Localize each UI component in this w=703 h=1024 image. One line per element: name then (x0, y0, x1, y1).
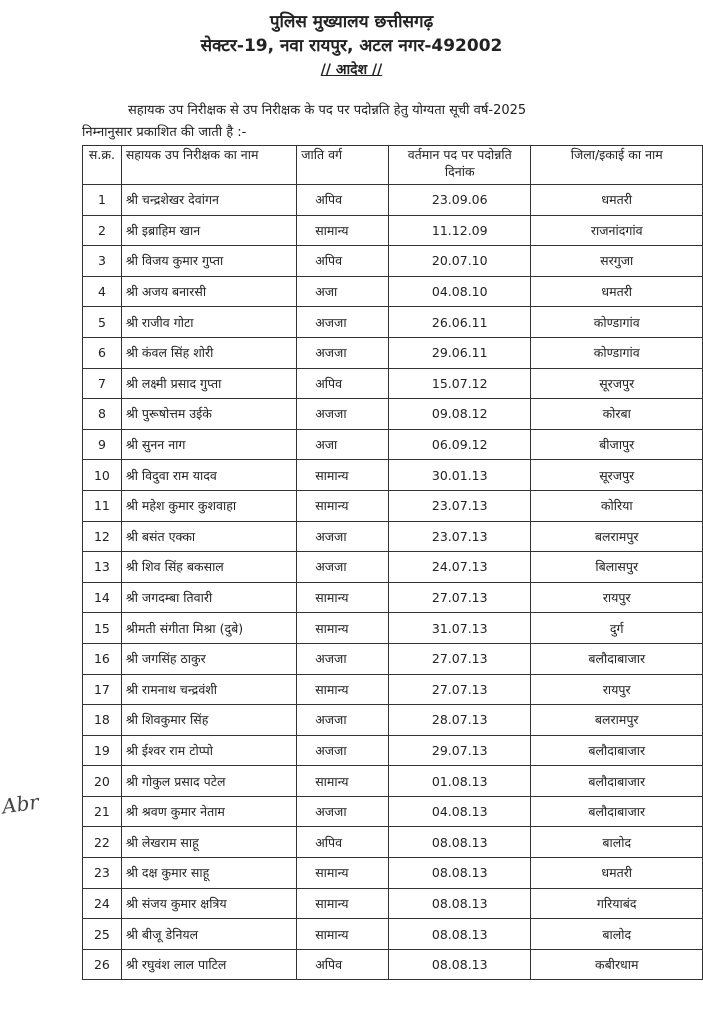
cell-name: श्री बसंत एक्का (121, 521, 296, 552)
cell-name: श्री शिव सिंह बकसाल (121, 552, 296, 583)
cell-category: सामान्य (297, 215, 389, 246)
cell-serial: 2 (83, 215, 122, 246)
cell-promotion-date: 27.07.13 (389, 674, 531, 705)
cell-district: सूरजपुर (531, 460, 703, 491)
cell-district: कोण्डागांव (531, 337, 703, 368)
table-row (83, 399, 703, 430)
cell-promotion-date: 04.08.13 (389, 796, 531, 827)
cell-district: बीजापुर (531, 429, 703, 460)
cell-serial: 13 (83, 552, 122, 583)
cell-promotion-date: 27.07.13 (389, 643, 531, 674)
cell-category: सामान्य (297, 674, 389, 705)
cell-district: रायपुर (531, 674, 703, 705)
cell-serial: 8 (83, 399, 122, 430)
table-row (83, 307, 703, 338)
cell-name: श्री राजीव गोटा (121, 307, 296, 338)
cell-name: श्री रघुवंश लाल पाटिल (121, 949, 296, 980)
cell-name: श्री लक्ष्मी प्रसाद गुप्ता (121, 368, 296, 399)
header-promotion-date: वर्तमान पद पर पदोन्नति दिनांक (389, 146, 531, 185)
intro-line-1: सहायक उप निरीक्षक से उप निरीक्षक के पद पर पदोन्नति हेतु योग्यता सूची वर्ष-2025 (128, 103, 527, 118)
cell-name: श्री गोकुल प्रसाद पटेल (121, 766, 296, 797)
cell-category: अजजा (297, 796, 389, 827)
intro-line-2: निम्नानुसार प्रकाशित की जाती है :- (82, 125, 247, 140)
cell-name: श्री लेखराम साहू (121, 827, 296, 858)
cell-category: अपिव (297, 368, 389, 399)
cell-serial: 11 (83, 490, 122, 521)
cell-serial: 1 (83, 185, 122, 216)
cell-serial: 26 (83, 949, 122, 980)
cell-category: अजजा (297, 735, 389, 766)
merit-list-table (82, 145, 703, 980)
cell-promotion-date: 23.09.06 (389, 185, 531, 216)
margin-signature: Abr (0, 789, 41, 819)
table-row (83, 705, 703, 736)
cell-serial: 6 (83, 337, 122, 368)
cell-category: सामान्य (297, 919, 389, 950)
cell-district: बलौदाबाजार (531, 796, 703, 827)
cell-category: अजजा (297, 552, 389, 583)
cell-district: बलौदाबाजार (531, 643, 703, 674)
cell-name: श्री श्रवण कुमार नेताम (121, 796, 296, 827)
cell-district: राजनांदगांव (531, 215, 703, 246)
table-row (83, 613, 703, 644)
cell-district: गरियाबंद (531, 888, 703, 919)
cell-name: श्री अजय बनारसी (121, 276, 296, 307)
cell-district: दुर्ग (531, 613, 703, 644)
cell-category: सामान्य (297, 582, 389, 613)
table-row (83, 185, 703, 216)
cell-district: बालोद (531, 919, 703, 950)
cell-name: श्री कंवल सिंह शोरी (121, 337, 296, 368)
cell-serial: 7 (83, 368, 122, 399)
cell-promotion-date: 08.08.13 (389, 888, 531, 919)
header-serial: स.क्र. (83, 146, 122, 185)
cell-category: सामान्य (297, 460, 389, 491)
cell-category: अजजा (297, 705, 389, 736)
cell-category: अपिव (297, 827, 389, 858)
table-row (83, 246, 703, 277)
cell-category: सामान्य (297, 888, 389, 919)
cell-serial: 24 (83, 888, 122, 919)
table-row (83, 766, 703, 797)
cell-district: कबीरधाम (531, 949, 703, 980)
cell-serial: 5 (83, 307, 122, 338)
cell-serial: 20 (83, 766, 122, 797)
cell-promotion-date: 08.08.13 (389, 858, 531, 889)
table-row (83, 858, 703, 889)
cell-district: धमतरी (531, 185, 703, 216)
cell-serial: 15 (83, 613, 122, 644)
cell-serial: 9 (83, 429, 122, 460)
cell-name: श्री दक्ष कुमार साहू (121, 858, 296, 889)
cell-serial: 22 (83, 827, 122, 858)
cell-promotion-date: 29.06.11 (389, 337, 531, 368)
cell-promotion-date: 31.07.13 (389, 613, 531, 644)
table-row (83, 949, 703, 980)
cell-promotion-date: 11.12.09 (389, 215, 531, 246)
cell-category: अजजा (297, 521, 389, 552)
cell-promotion-date: 04.08.10 (389, 276, 531, 307)
cell-category: अजजा (297, 337, 389, 368)
cell-serial: 25 (83, 919, 122, 950)
cell-serial: 16 (83, 643, 122, 674)
cell-name: श्री पुरूषोत्तम उईके (121, 399, 296, 430)
cell-category: सामान्य (297, 766, 389, 797)
order-heading: // आदेश // (320, 62, 383, 78)
table-row (83, 337, 703, 368)
cell-name: श्री चन्द्रशेखर देवांगन (121, 185, 296, 216)
cell-district: कोरिया (531, 490, 703, 521)
table-row (83, 521, 703, 552)
cell-serial: 21 (83, 796, 122, 827)
cell-district: कोण्डागांव (531, 307, 703, 338)
cell-name: श्री जगसिंह ठाकुर (121, 643, 296, 674)
table-row (83, 674, 703, 705)
cell-serial: 19 (83, 735, 122, 766)
cell-name: श्री ईश्वर राम टोप्पो (121, 735, 296, 766)
table-header-row (83, 146, 703, 185)
cell-category: सामान्य (297, 613, 389, 644)
cell-promotion-date: 27.07.13 (389, 582, 531, 613)
table-row (83, 215, 703, 246)
cell-category: सामान्य (297, 858, 389, 889)
table-row (83, 368, 703, 399)
cell-district: बलरामपुर (531, 521, 703, 552)
cell-name: श्री इब्राहिम खान (121, 215, 296, 246)
cell-promotion-date: 30.01.13 (389, 460, 531, 491)
cell-category: अपिव (297, 185, 389, 216)
cell-name: श्री विदुवा राम यादव (121, 460, 296, 491)
cell-district: धमतरी (531, 858, 703, 889)
cell-promotion-date: 24.07.13 (389, 552, 531, 583)
cell-serial: 4 (83, 276, 122, 307)
cell-district: बलौदाबाजार (531, 735, 703, 766)
cell-promotion-date: 06.09.12 (389, 429, 531, 460)
cell-serial: 23 (83, 858, 122, 889)
cell-name: श्री बीजू डेनियल (121, 919, 296, 950)
cell-promotion-date: 08.08.13 (389, 949, 531, 980)
cell-name: श्री सुनन नाग (121, 429, 296, 460)
table-row (83, 919, 703, 950)
document-header (0, 10, 703, 82)
cell-serial: 3 (83, 246, 122, 277)
table-row (83, 490, 703, 521)
cell-name: श्री जगदम्बा तिवारी (121, 582, 296, 613)
cell-name: श्री महेश कुमार कुशवाहा (121, 490, 296, 521)
cell-promotion-date: 23.07.13 (389, 490, 531, 521)
cell-category: अजा (297, 429, 389, 460)
cell-district: बिलासपुर (531, 552, 703, 583)
cell-category: अजजा (297, 643, 389, 674)
cell-district: सूरजपुर (531, 368, 703, 399)
cell-district: बलौदाबाजार (531, 766, 703, 797)
cell-name: श्री संजय कुमार क्षत्रिय (121, 888, 296, 919)
cell-promotion-date: 09.08.12 (389, 399, 531, 430)
cell-promotion-date: 20.07.10 (389, 246, 531, 277)
table-row (83, 552, 703, 583)
cell-serial: 18 (83, 705, 122, 736)
cell-name: श्रीमती संगीता मिश्रा (दुबे) (121, 613, 296, 644)
cell-promotion-date: 29.07.13 (389, 735, 531, 766)
table-row (83, 643, 703, 674)
cell-category: अपिव (297, 949, 389, 980)
cell-serial: 10 (83, 460, 122, 491)
cell-promotion-date: 26.06.11 (389, 307, 531, 338)
cell-promotion-date: 08.08.13 (389, 827, 531, 858)
cell-category: सामान्य (297, 490, 389, 521)
cell-district: बलरामपुर (531, 705, 703, 736)
cell-serial: 12 (83, 521, 122, 552)
cell-name: श्री रामनाथ चन्द्रवंशी (121, 674, 296, 705)
cell-district: रायपुर (531, 582, 703, 613)
cell-category: अजा (297, 276, 389, 307)
cell-promotion-date: 23.07.13 (389, 521, 531, 552)
header-district: जिला/इकाई का नाम (531, 146, 703, 185)
cell-district: सरगुजा (531, 246, 703, 277)
table-row (83, 460, 703, 491)
cell-promotion-date: 08.08.13 (389, 919, 531, 950)
cell-category: अजजा (297, 307, 389, 338)
cell-serial: 17 (83, 674, 122, 705)
table-row (83, 827, 703, 858)
cell-category: अपिव (297, 246, 389, 277)
cell-name: श्री शिवकुमार सिंह (121, 705, 296, 736)
table-row (83, 582, 703, 613)
table-row (83, 276, 703, 307)
cell-serial: 14 (83, 582, 122, 613)
cell-district: कोरबा (531, 399, 703, 430)
cell-district: बालोद (531, 827, 703, 858)
cell-promotion-date: 15.07.12 (389, 368, 531, 399)
table-row (83, 796, 703, 827)
table-row (83, 429, 703, 460)
header-category: जाति वर्ग (297, 146, 389, 185)
table-row (83, 735, 703, 766)
header-name: सहायक उप निरीक्षक का नाम (121, 146, 296, 185)
cell-name: श्री विजय कुमार गुप्ता (121, 246, 296, 277)
office-address: सेक्टर-19, नवा रायपुर, अटल नगर-492002 (200, 36, 503, 56)
office-title: पुलिस मुख्यालय छत्तीसगढ़ (269, 12, 434, 32)
table-row (83, 888, 703, 919)
cell-category: अजजा (297, 399, 389, 430)
cell-district: धमतरी (531, 276, 703, 307)
cell-promotion-date: 01.08.13 (389, 766, 531, 797)
cell-promotion-date: 28.07.13 (389, 705, 531, 736)
